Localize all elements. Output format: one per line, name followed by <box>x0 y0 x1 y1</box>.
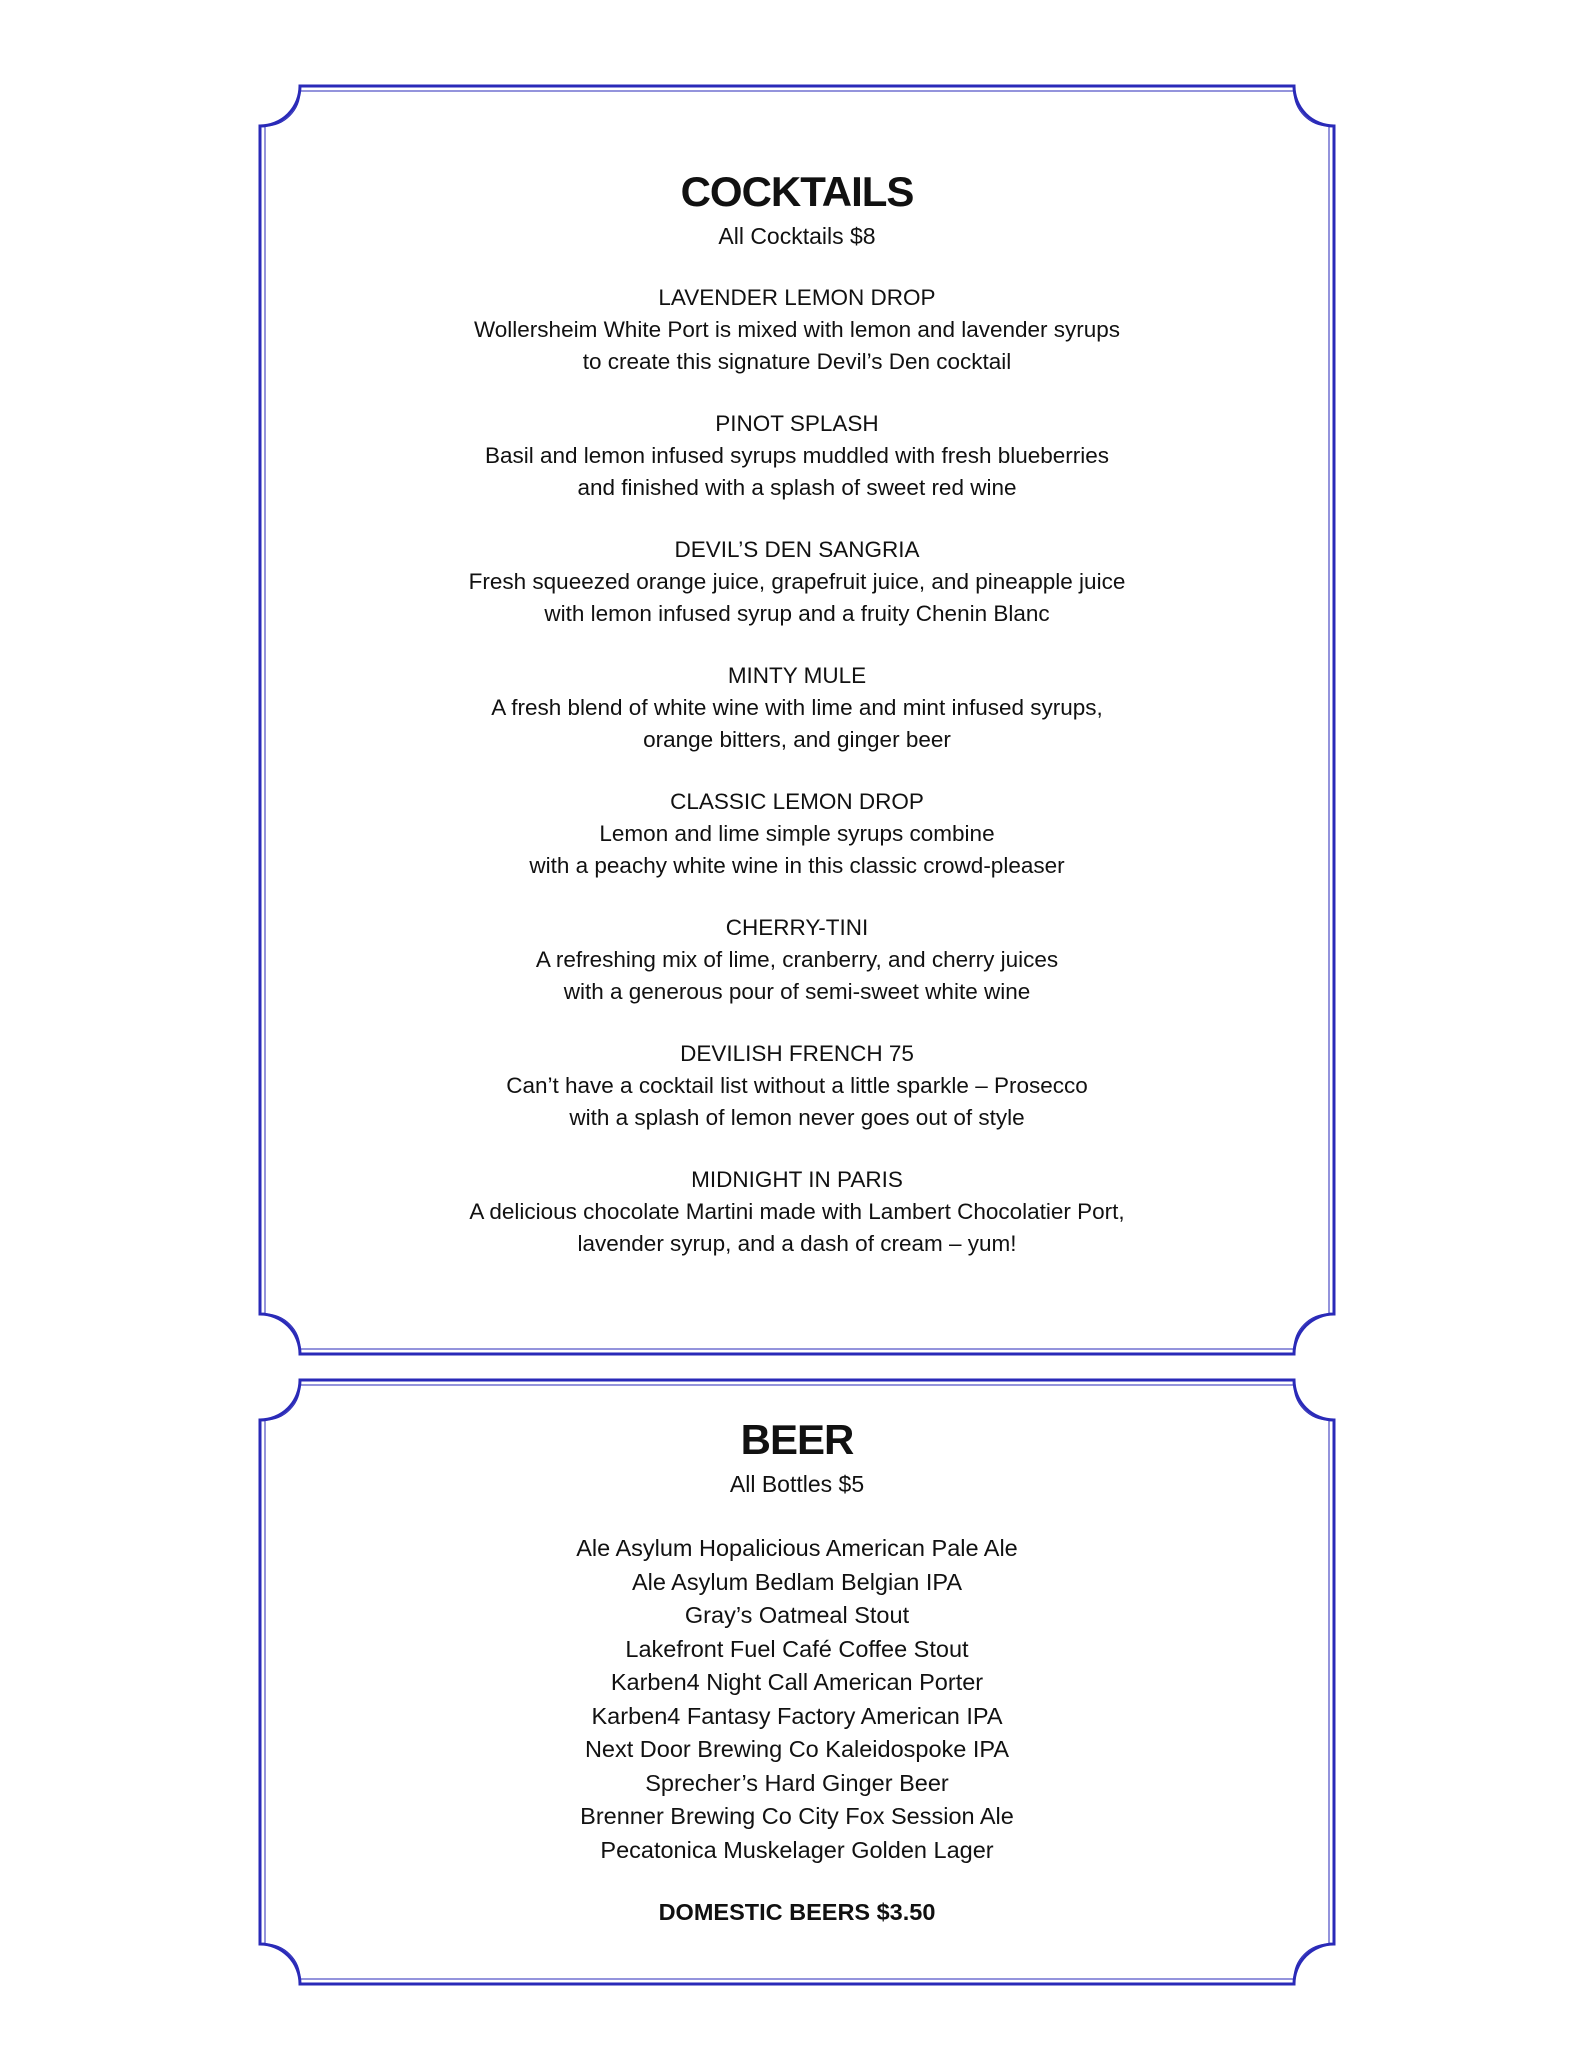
beer-item: Next Door Brewing Co Kaleidospoke IPA <box>584 1736 1010 1762</box>
cocktails-subtitle: All Cocktails $8 <box>718 223 876 249</box>
cocktail-description-line: with lemon infused syrup and a fruity Chenin Blanc <box>544 601 1050 626</box>
cocktail-description-line: Can’t have a cocktail list without a little sparkle – Prosecco <box>506 1073 1088 1098</box>
cocktail-item <box>258 660 1336 756</box>
cocktail-item <box>258 1038 1336 1134</box>
beer-title: BEER <box>740 1416 854 1463</box>
beer-subtitle: All Bottles $5 <box>729 1471 865 1497</box>
cocktail-description-line: Wollersheim White Port is mixed with lemon and lavender syrups <box>473 317 1121 342</box>
cocktail-name: DEVILISH FRENCH 75 <box>680 1041 914 1066</box>
cocktails-title: COCKTAILS <box>680 168 914 215</box>
cocktail-item <box>258 786 1336 882</box>
cocktail-description-line: A delicious chocolate Martini made with Lambert Chocolatier Port, <box>469 1199 1125 1224</box>
cocktail-name: DEVIL’S DEN SANGRIA <box>674 537 920 562</box>
cocktail-description-line: lavender syrup, and a dash of cream – yum! <box>577 1231 1017 1256</box>
cocktail-description-line: Fresh squeezed orange juice, grapefruit juice, and pineapple juice <box>468 569 1126 594</box>
cocktail-item <box>258 282 1336 378</box>
beer-item: Gray’s Oatmeal Stout <box>684 1602 910 1628</box>
beer-item: Ale Asylum Hopalicious American Pale Ale <box>576 1535 1018 1561</box>
cocktail-name: MINTY MULE <box>727 663 867 688</box>
cocktail-item <box>258 408 1336 504</box>
cocktails-panel <box>258 84 1336 1356</box>
cocktail-description-line: Lemon and lime simple syrups combine <box>599 821 995 846</box>
cocktail-item <box>258 534 1336 630</box>
beer-list <box>258 1532 1336 1867</box>
beer-item: Ale Asylum Bedlam Belgian IPA <box>631 1568 963 1595</box>
cocktail-name: CHERRY-TINI <box>725 915 869 940</box>
cocktail-item <box>258 1164 1336 1260</box>
cocktail-description-line: A fresh blend of white wine with lime and mint infused syrups, <box>491 695 1103 720</box>
cocktail-description-line: Basil and lemon infused syrups muddled with fresh blueberries <box>484 443 1110 468</box>
cocktail-description-line: to create this signature Devil’s Den cocktail <box>582 349 1012 374</box>
cocktail-name: LAVENDER LEMON DROP <box>658 285 936 310</box>
cocktail-description-line: with a generous pour of semi-sweet white wine <box>563 979 1031 1004</box>
beer-panel <box>258 1378 1336 1986</box>
beer-item: Lakefront Fuel Café Coffee Stout <box>625 1635 969 1662</box>
cocktail-description-line: and finished with a splash of sweet red wine <box>577 475 1017 500</box>
cocktail-description-line: with a splash of lemon never goes out of style <box>569 1105 1025 1130</box>
cocktail-list <box>258 282 1336 1260</box>
beer-item: Pecatonica Muskelager Golden Lager <box>600 1836 994 1863</box>
cocktail-name: MIDNIGHT IN PARIS <box>691 1167 903 1192</box>
beer-item: Sprecher’s Hard Ginger Beer <box>645 1769 949 1796</box>
cocktail-item <box>258 912 1336 1008</box>
beer-item: Karben4 Night Call American Porter <box>610 1669 984 1695</box>
cocktail-name: CLASSIC LEMON DROP <box>670 789 924 814</box>
cocktail-description-line: A refreshing mix of lime, cranberry, and cherry juices <box>535 947 1059 972</box>
beer-item: Brenner Brewing Co City Fox Session Ale <box>580 1803 1014 1829</box>
domestic-beers-price: DOMESTIC BEERS $3.50 <box>658 1899 936 1925</box>
cocktail-description-line: orange bitters, and ginger beer <box>643 727 951 752</box>
beer-item: Karben4 Fantasy Factory American IPA <box>591 1702 1003 1729</box>
cocktail-name: PINOT SPLASH <box>715 411 879 436</box>
cocktail-description-line: with a peachy white wine in this classic crowd-pleaser <box>529 853 1065 878</box>
